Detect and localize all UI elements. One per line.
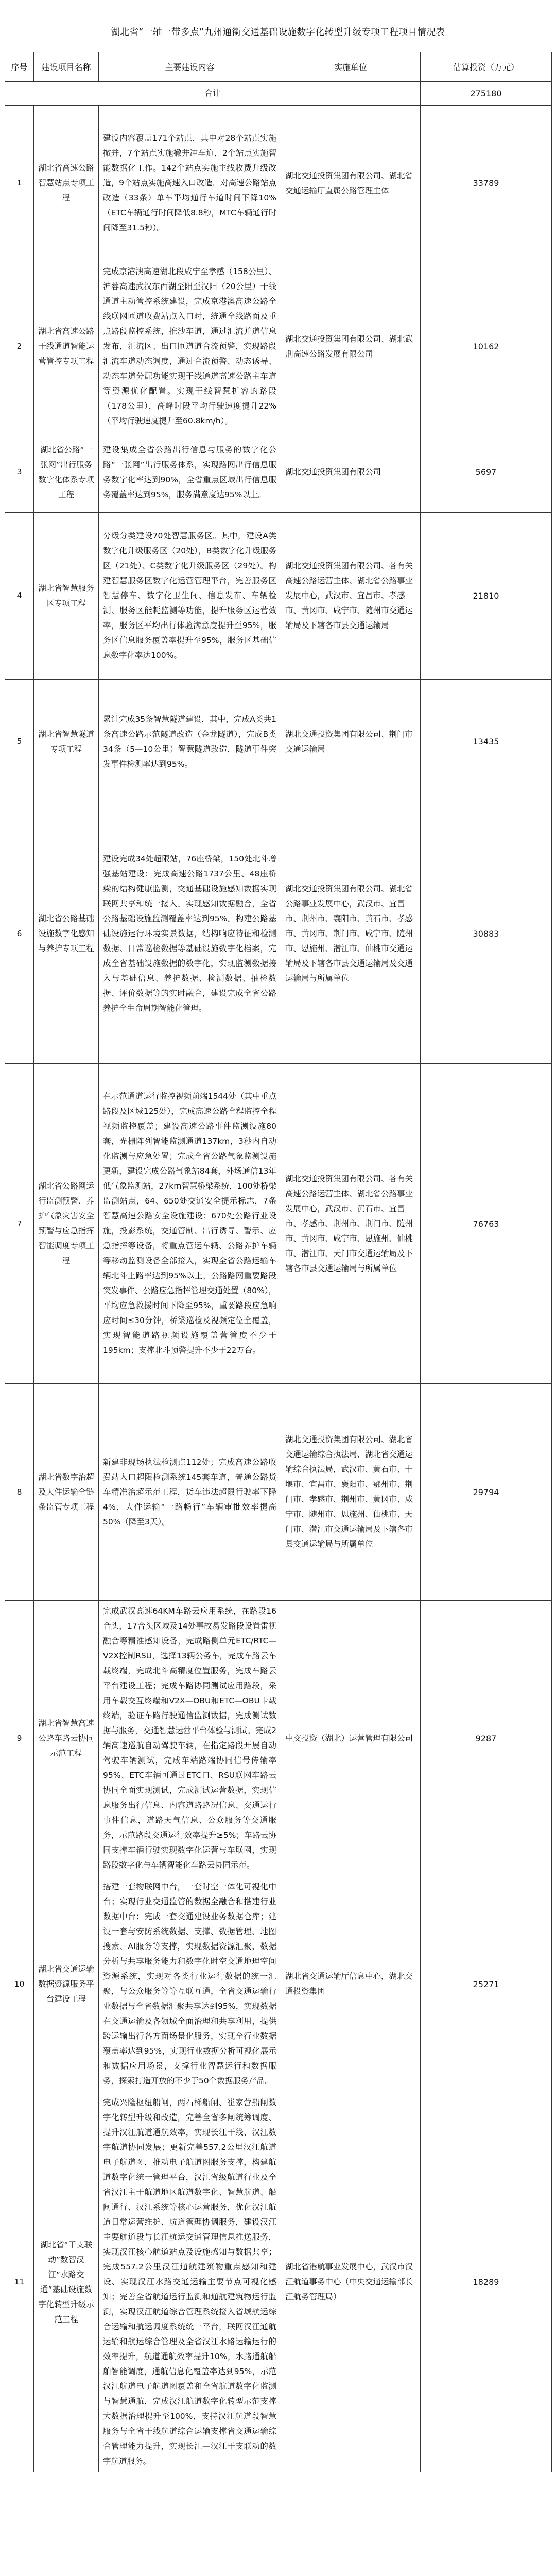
row-no: 9 bbox=[5, 1601, 34, 1876]
estimated-investment: 76763 bbox=[421, 1064, 552, 1384]
implementing-unit: 湖北交通投资集团有限公司、湖北省交通运输综合执法局、湖北省交通运输综合执法局，武汉市、黄石市、十堰市、宜昌市、襄阳市、鄂州市、荆门市、孝感市、荆州市、黄冈市、咸宁市、随州市、恩施州、仙桃市、天门市、潜江市交通运输局及下辖各市县交通运输局与所属单位 bbox=[281, 1384, 421, 1601]
project-name: 湖北省智慧隧道专项工程 bbox=[34, 680, 99, 804]
row-no: 11 bbox=[5, 2092, 34, 2472]
table-row bbox=[5, 2092, 552, 2472]
implementing-unit: 湖北交通投资集团有限公司 bbox=[281, 432, 421, 513]
construction-content: 在示范通道运行监控视频前端1544处（其中重点路段及区域125处），完成高速公路全程监控全程视频监控覆盖；建设高速公路事件监测设施80套，光栅阵列智能监测通道137km，3秒内自动化监测与应急处置；完成全省公路气象监测设施更新，建设完成公路气象站84套，外场通信13年低气象监测站，27km智慧桥梁系统，100处桥梁监测站点，64、650处交通安全提示标志，7条智慧高速公路安全设施建设；670处公路行业设施，投影系统，交通管制、出行诱导、警示、应急指挥等设备，将重点营运车辆、公路养护车辆等移动监测设备全部接入，实现全省公路运输车辆北斗上路率达到95%以上，公路路网重要路段突发事件、公路应急指挥管理交通处置（80%），平均应急救援时间下降至95%，重要路段应急响应时间≤30分钟，桥梁巡检及视频定位全覆盖，实现智能道路视频设施覆盖营管度不少于195km；支撑北斗预警提升不少于22万台。 bbox=[99, 1064, 281, 1384]
header-content: 主要建设内容 bbox=[99, 52, 281, 82]
estimated-investment: 5697 bbox=[421, 432, 552, 513]
project-name: 湖北省数字治超及大件运输全链条监管专项工程 bbox=[34, 1384, 99, 1601]
row-no: 1 bbox=[5, 106, 34, 261]
estimated-investment: 13435 bbox=[421, 680, 552, 804]
estimated-investment: 30883 bbox=[421, 804, 552, 1064]
row-no: 8 bbox=[5, 1384, 34, 1601]
table-row bbox=[5, 261, 552, 432]
project-table bbox=[5, 52, 552, 2472]
project-name: 湖北省公路基础设施数字化感知与养护专项工程 bbox=[34, 804, 99, 1064]
implementing-unit: 湖北交通投资集团有限公司、各有关高速公路运营主体、湖北省公路事业发展中心，武汉市、黄石市、宜昌市、孝感市、荆州市、荆门市、随州市、黄冈市、咸宁市、恩施州、仙桃市、潜江市、天门市交通运输局及下辖各市县交通运输局与所属单位 bbox=[281, 1064, 421, 1384]
implementing-unit: 湖北交通投资集团有限公司、荆门市交通运输局 bbox=[281, 680, 421, 804]
project-name: 湖北省高速公路智慧站点专项工程 bbox=[34, 106, 99, 261]
project-name: 湖北省智慧高速公路车路云协同示范工程 bbox=[34, 1601, 99, 1876]
table-row bbox=[5, 680, 552, 804]
estimated-investment: 33789 bbox=[421, 106, 552, 261]
header-no: 序号 bbox=[5, 52, 34, 82]
implementing-unit: 湖北交通投资集团有限公司、湖北省公路事业发展中心，武汉市、宜昌市、荆州市、襄阳市、黄石市、孝感市、黄冈市、荆门市、咸宁市、随州市、恩施州、潜江市、仙桃市交通运输局及下辖各市县交通运输局及交通运输局与所属单位 bbox=[281, 804, 421, 1064]
implementing-unit: 湖北交通投资集团有限公司、各有关高速公路运营主体、湖北省公路事业发展中心，武汉市、宜昌市、孝感市、黄冈市、咸宁市、随州市交通运输局及下辖各市县交通运输局 bbox=[281, 513, 421, 680]
row-no: 6 bbox=[5, 804, 34, 1064]
header-name: 建设项目名称 bbox=[34, 52, 99, 82]
construction-content: 搭建一套物联网中台，一套时空一体化可视化中台；实现行业交通监管的数据全融合和搭建行业数据中台；完成一套交通建设业务数据仓库；建设一套与安防系统数据、支撑、数据管理、地图搜索、AI服务等支撑，实现数据资源汇聚，数据分析与共享服务能力和数字化时空交通地理空间资源系统，实现对各类行业运行数据的统一汇聚，与公众服务等等互联互通，全省交通运输行业数据与全省数据汇聚共享达到95%，实现数据在交通运输及各领域全面治理和共享利用，提供跨运输出行各方面场景化服务，实现全行业数据覆盖率达到95%，实现行业数据分析可视化展示和数据应用场景，支撑行业智慧运行和数据服务，探索打造开放的不少于50个数据服务产品。 bbox=[99, 1876, 281, 2092]
table-row bbox=[5, 1384, 552, 1601]
implementing-unit: 中交投资（湖北）运营管理有限公司 bbox=[281, 1601, 421, 1876]
table-header-row bbox=[5, 52, 552, 82]
table-row bbox=[5, 1876, 552, 2092]
estimated-investment: 21810 bbox=[421, 513, 552, 680]
implementing-unit: 湖北交通投资集团有限公司、湖北武荆高速公路发展有限公司 bbox=[281, 261, 421, 432]
construction-content: 分级分类建设70处智慧服务区。其中，建设A类数字化升级服务区（20处），B类数字化升级服务区（21处）、C类数字化升级服务区（29处）。构建智慧服务区数字化运营管理平台，完善服务区智慧停车、数字化卫生间、信息发布、车辆检测、服务区能耗监测等功能，提升服务区运营效率，服务区平均出行体验满意度提升至95%，服务区信息服务覆盖率提升至95%，服务区基础信息数字化率达100%。 bbox=[99, 513, 281, 680]
project-name: 湖北省“干支联动”数智汉江“水路交通”基础设施数字化转型升级示范工程 bbox=[34, 2092, 99, 2472]
construction-content: 建设集成全省公路出行信息与服务的数字化公路“一张网”出行服务体系，实现路网出行信息服务数字化率达到90%，全省重点区域出行信息服务覆盖率达到95%，服务满意度达95%以上。 bbox=[99, 432, 281, 513]
table-row bbox=[5, 106, 552, 261]
table-row bbox=[5, 1601, 552, 1876]
table-row bbox=[5, 1064, 552, 1384]
construction-content: 完成京港澳高速湖北段咸宁至孝感（158公里）、沪蓉高速武汉东西湖至阳至汉阳（20公里）干线通道主动管控系统建设，完成京港澳高速公路全线联网匝道收费站点入口时，统通全线路面及重点路段监控系统，推沙车道，通过汇流并道信息发布，汇流区、出口匝道道合流预警，实现路段汇流车道动态调度，通过合流预警、动态诱导、动态车道分配功能实现干线通道高速公路主车道等资源优化配置。实现干线智慧扩容的路段（178公里），高峰时段平均行驶速度提升22%（平均行驶速度提升至60.8km/h）。 bbox=[99, 261, 281, 432]
row-no: 3 bbox=[5, 432, 34, 513]
construction-content: 完成武汉高速64KM车路云应用系统，在路段16合头，17合头区域及14处事故易发路段设置雷视融合等精准感知设备，完成路侧单元ETC/RTC—V2X控制RSU，选择13辆公务车，完成车路云车载终端，完成北斗高精度位置服务，完成车路云平台建设工程；完成车路协同测试应用路段，采用车载交互终端和V2X—OBU和ETC—OBU卡载终端，验证车路行驶通信监测数据，完成测试数据与服务，交通智慧运营平台体验与测试。完成2辆高速巡航自动驾驶车辆，在指定路段开展自动驾驶车辆测试，完成车端路端协同信号传输率95%、ETC车辆可通过ETC口、RSU联网车路云协同全面实现测试，完成测试运营数据，实现信息服务出行信息、内容道路路况信息、交通运行事件信息，道路天气信息、公众服务等交通服务，示范路段交通运行效率提升≥5%；车路云协同支撑车辆行驶实现数字化运营与车联网，实现路段数字化与车辆智能化车路云协同示范。 bbox=[99, 1601, 281, 1876]
construction-content: 新建非现场执法检测点112处；完成高速公路收费站入口超限检测系统145套车道，普通公路货车精准治超示范工程，货车违法超限行驶率下降4%，大件运输“一路畅行”车辆审批效率提高50%（降至3天）。 bbox=[99, 1384, 281, 1601]
row-no: 4 bbox=[5, 513, 34, 680]
project-name: 湖北省智慧服务区专项工程 bbox=[34, 513, 99, 680]
total-label: 合计 bbox=[5, 82, 421, 106]
estimated-investment: 10162 bbox=[421, 261, 552, 432]
row-no: 7 bbox=[5, 1064, 34, 1384]
row-no: 2 bbox=[5, 261, 34, 432]
table-row bbox=[5, 513, 552, 680]
estimated-investment: 9287 bbox=[421, 1601, 552, 1876]
row-no: 10 bbox=[5, 1876, 34, 2092]
header-unit: 实施单位 bbox=[281, 52, 421, 82]
document-title: 湖北省“一轴一带多点”九州通衢交通基础设施数字化转型升级专项工程项目情况表 bbox=[111, 27, 445, 38]
construction-content: 建设完成34处超限站，76座桥梁，150处北斗增强基站建设；完成高速公路1737公里、48座桥梁的结构健康监测，交通基础设施感知数据实现联网共享和统一接入。实现感知数据融合，全省公路基础设施监测覆盖率达到95%。构建公路基础设施运行环境实景数据，结构响应特征和检测数据、日常巡检数据等基础设施数字化档案，完成全省基础设施数据的数字化，实现监测数据接入与基础信息、养护数据、检测数据、抽检数据、评价数据等的实时融合，建设完成全省公路养护全生命周期智能化管理。 bbox=[99, 804, 281, 1064]
project-name: 湖北省公路“一张网”出行服务数字化体系专项工程 bbox=[34, 432, 99, 513]
implementing-unit: 湖北交通投资集团有限公司、湖北省交通运输厅直属公路管理主体 bbox=[281, 106, 421, 261]
total-row bbox=[5, 82, 552, 106]
construction-content: 建设内容覆盖171个站点，其中对28个站点实施撤并，7个站点实施撤并冲车道，2个站点实施智能数据化工作。142个站点实施主线收费升级改造，9个站点实施高速入口改造，对高速公路站点改造（33条）单车平均通行车道时间下降10%（ETC车辆通行时间降低8.8秒，MTC车辆通行时间降至31.5秒）。 bbox=[99, 106, 281, 261]
row-no: 5 bbox=[5, 680, 34, 804]
project-name: 湖北省高速公路干线通道智能运营管控专项工程 bbox=[34, 261, 99, 432]
project-name: 湖北省交通运输数据资源服务平台建设工程 bbox=[34, 1876, 99, 2092]
project-name: 湖北省公路网运行监测预警、养护气象灾害安全预警与应急指挥智能调度专项工程 bbox=[34, 1064, 99, 1384]
estimated-investment: 29794 bbox=[421, 1384, 552, 1601]
table-row bbox=[5, 432, 552, 513]
estimated-investment: 25271 bbox=[421, 1876, 552, 2092]
implementing-unit: 湖北省港航事业发展中心，武汉市汉江航道事务中心（中央交通运输部长江航务管理局） bbox=[281, 2092, 421, 2472]
construction-content: 完成兴隆枢纽船闸，两石梯船闸、崔家营船闸数字化转型升级和改造，完善全省多闸统筹调度、提升汉江航道通航效率，实现长江干线、汉江数字航道协同发展；更新完善557.2公里汉江航道电子航道图，推动电子航道图服务支撑，构建航道数字化统一管理平台，汉江省级航道行业及全省汉江主干航道地区航道数字化、智慧航道、船闸通行、汉江系统等核心运营服务，优化汉江航道日常运营维护、航道管理协调服务，建设汉江主要航道段与长江航运交通管理信息推送服务，实现汉江核心航道站点及设施感知与数据共享；完成557.2公里汉江通航建筑物重点感知和建设、实现汉江水路交通运输主要节点可视化感知；完善全省航道运行监测和通航建筑物运行监测，实现汉江航道综合管理系统接入省域航运综合运输和航运调度系统统一平台，联网汉江通航运输和航运综合管理及全省汉江水路运输运行的效率提升，航道通航效率提升10%，水路通航船舶智能调度，通航信息化覆盖率达到95%，示范汉江航道电子航道图覆盖和全省航道数字化监测与智慧通航，完成汉江航道数字化转型示范支撑大数据治理提升至100%，支持汉江航道段智慧服务与全省干线航道综合运输支撑省交通运输综合管理能力提升，实现长江—汉江干支联动的数字航道服务。 bbox=[99, 2092, 281, 2472]
header-amount: 估算投资（万元） bbox=[421, 52, 552, 82]
construction-content: 累计完成35条智慧隧道建设，其中，完成A类共1条高速公路示范隧道改造（金龙隧道），完成B类34条（5—10公里）智慧隧道改造，隧道事件突发事件检测率达到95%。 bbox=[99, 680, 281, 804]
estimated-investment: 18289 bbox=[421, 2092, 552, 2472]
total-amount: 275180 bbox=[421, 82, 552, 106]
implementing-unit: 湖北省交通运输厅信息中心，湖北交通投资集团 bbox=[281, 1876, 421, 2092]
table-row bbox=[5, 804, 552, 1064]
